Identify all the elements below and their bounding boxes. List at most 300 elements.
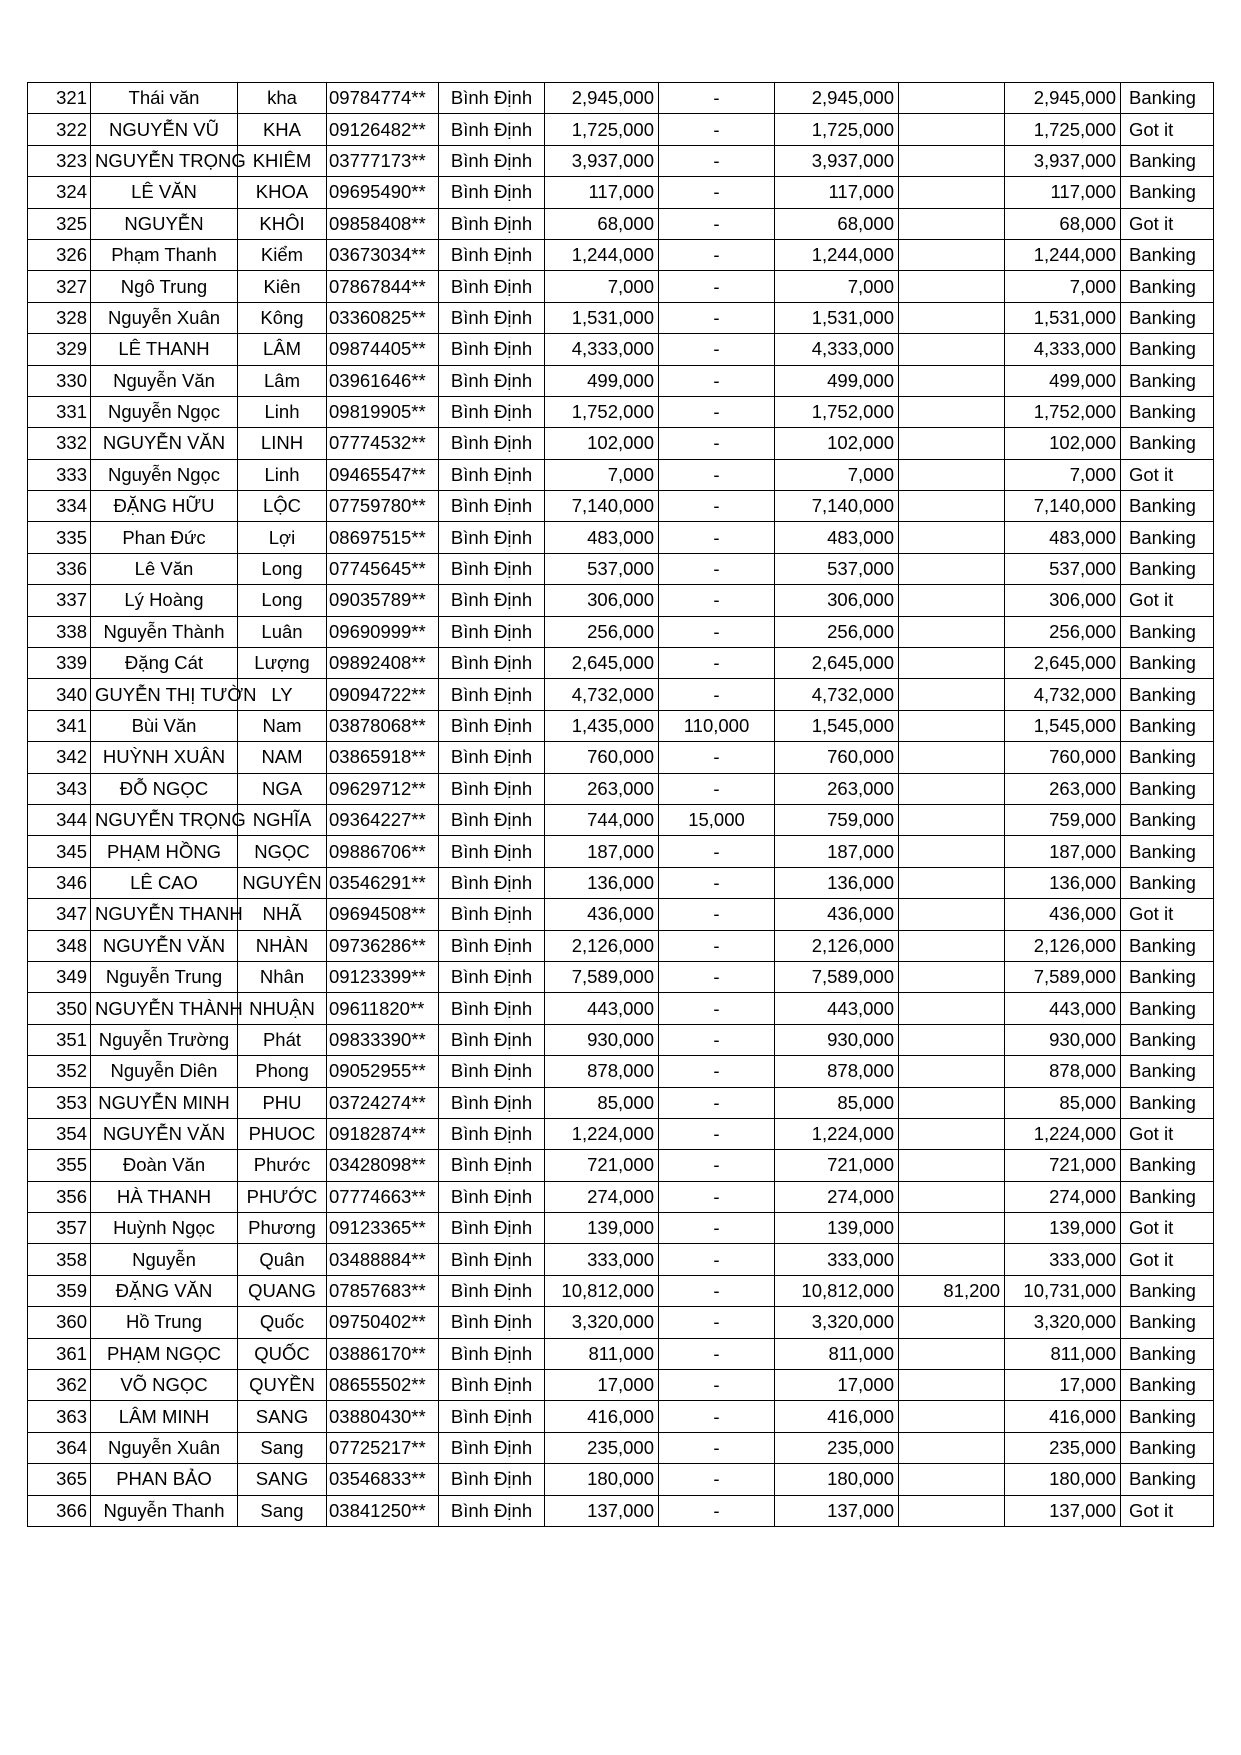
total-amount-cell: 930,000: [775, 1024, 899, 1055]
net-amount-cell: 443,000: [1005, 993, 1121, 1024]
payment-method-cell: Banking: [1121, 334, 1214, 365]
payment-method-cell: Banking: [1121, 365, 1214, 396]
row-number-cell: 364: [28, 1432, 91, 1463]
phone-number-cell: 07774532**: [327, 428, 439, 459]
total-amount-cell: 4,732,000: [775, 679, 899, 710]
total-amount-cell: 137,000: [775, 1495, 899, 1526]
row-number-cell: 344: [28, 804, 91, 835]
last-middle-name-cell: NGUYỄN TRỌNG: [91, 145, 238, 176]
province-cell: Bình Định: [439, 1275, 545, 1306]
province-cell: Bình Định: [439, 1087, 545, 1118]
payment-method-cell: Banking: [1121, 1307, 1214, 1338]
last-middle-name-cell: Nguyễn Trung: [91, 961, 238, 992]
row-number-cell: 360: [28, 1307, 91, 1338]
net-amount-cell: 3,320,000: [1005, 1307, 1121, 1338]
province-cell: Bình Định: [439, 742, 545, 773]
deduction-cell: [899, 1213, 1005, 1244]
net-amount-cell: 117,000: [1005, 177, 1121, 208]
table-row: [28, 522, 1214, 553]
first-name-cell: Phước: [238, 1150, 327, 1181]
deduction-cell: [899, 742, 1005, 773]
payment-method-cell: Banking: [1121, 396, 1214, 427]
province-cell: Bình Định: [439, 1432, 545, 1463]
deduction-cell: [899, 616, 1005, 647]
amount-cell: 7,589,000: [545, 961, 659, 992]
table-row: [28, 1024, 1214, 1055]
first-name-cell: KHOA: [238, 177, 327, 208]
total-amount-cell: 333,000: [775, 1244, 899, 1275]
row-number-cell: 325: [28, 208, 91, 239]
province-cell: Bình Định: [439, 1150, 545, 1181]
first-name-cell: PHU: [238, 1087, 327, 1118]
first-name-cell: NGHĨA: [238, 804, 327, 835]
additional-amount-cell: -: [659, 334, 775, 365]
total-amount-cell: 759,000: [775, 804, 899, 835]
net-amount-cell: 4,732,000: [1005, 679, 1121, 710]
first-name-cell: QUYỀN: [238, 1370, 327, 1401]
phone-number-cell: 09833390**: [327, 1024, 439, 1055]
additional-amount-cell: -: [659, 1087, 775, 1118]
amount-cell: 306,000: [545, 585, 659, 616]
first-name-cell: NGỌC: [238, 836, 327, 867]
net-amount-cell: 759,000: [1005, 804, 1121, 835]
first-name-cell: QUANG: [238, 1275, 327, 1306]
phone-number-cell: 03886170**: [327, 1338, 439, 1369]
first-name-cell: Luân: [238, 616, 327, 647]
first-name-cell: Long: [238, 585, 327, 616]
deduction-cell: [899, 585, 1005, 616]
total-amount-cell: 483,000: [775, 522, 899, 553]
phone-number-cell: 08697515**: [327, 522, 439, 553]
total-amount-cell: 1,244,000: [775, 239, 899, 270]
deduction-cell: [899, 773, 1005, 804]
table-row: [28, 585, 1214, 616]
payment-method-cell: Banking: [1121, 145, 1214, 176]
first-name-cell: NGA: [238, 773, 327, 804]
province-cell: Bình Định: [439, 334, 545, 365]
last-middle-name-cell: Huỳnh Ngọc: [91, 1213, 238, 1244]
additional-amount-cell: -: [659, 365, 775, 396]
payment-method-cell: Banking: [1121, 616, 1214, 647]
net-amount-cell: 436,000: [1005, 899, 1121, 930]
table-row: [28, 1213, 1214, 1244]
additional-amount-cell: -: [659, 1275, 775, 1306]
row-number-cell: 340: [28, 679, 91, 710]
province-cell: Bình Định: [439, 1056, 545, 1087]
amount-cell: 1,531,000: [545, 302, 659, 333]
row-number-cell: 355: [28, 1150, 91, 1181]
deduction-cell: [899, 804, 1005, 835]
deduction-cell: [899, 899, 1005, 930]
payment-method-cell: Got it: [1121, 114, 1214, 145]
first-name-cell: Sang: [238, 1495, 327, 1526]
deduction-cell: [899, 679, 1005, 710]
net-amount-cell: 7,000: [1005, 271, 1121, 302]
net-amount-cell: 537,000: [1005, 553, 1121, 584]
first-name-cell: Lượng: [238, 648, 327, 679]
net-amount-cell: 3,937,000: [1005, 145, 1121, 176]
additional-amount-cell: -: [659, 993, 775, 1024]
row-number-cell: 339: [28, 648, 91, 679]
net-amount-cell: 721,000: [1005, 1150, 1121, 1181]
last-middle-name-cell: Nguyễn Văn: [91, 365, 238, 396]
additional-amount-cell: 110,000: [659, 710, 775, 741]
last-middle-name-cell: NGUYỄN VĂN: [91, 428, 238, 459]
first-name-cell: Nhân: [238, 961, 327, 992]
additional-amount-cell: -: [659, 1024, 775, 1055]
last-middle-name-cell: NGUYỄN THÀNH: [91, 993, 238, 1024]
first-name-cell: Long: [238, 553, 327, 584]
table-row: [28, 1338, 1214, 1369]
amount-cell: 2,945,000: [545, 83, 659, 114]
amount-cell: 7,000: [545, 459, 659, 490]
payment-method-cell: Banking: [1121, 491, 1214, 522]
last-middle-name-cell: NGUYỄN TRỌNG: [91, 804, 238, 835]
total-amount-cell: 878,000: [775, 1056, 899, 1087]
deduction-cell: [899, 836, 1005, 867]
first-name-cell: Sang: [238, 1432, 327, 1463]
province-cell: Bình Định: [439, 993, 545, 1024]
payment-method-cell: Banking: [1121, 1432, 1214, 1463]
first-name-cell: NHUẬN: [238, 993, 327, 1024]
province-cell: Bình Định: [439, 553, 545, 584]
row-number-cell: 353: [28, 1087, 91, 1118]
payout-table: [27, 82, 1214, 1527]
amount-cell: 7,140,000: [545, 491, 659, 522]
province-cell: Bình Định: [439, 836, 545, 867]
province-cell: Bình Định: [439, 1464, 545, 1495]
net-amount-cell: 306,000: [1005, 585, 1121, 616]
payment-method-cell: Banking: [1121, 804, 1214, 835]
last-middle-name-cell: NGUYỄN VŨ: [91, 114, 238, 145]
amount-cell: 4,333,000: [545, 334, 659, 365]
row-number-cell: 356: [28, 1181, 91, 1212]
province-cell: Bình Định: [439, 396, 545, 427]
additional-amount-cell: -: [659, 1150, 775, 1181]
table-row: [28, 648, 1214, 679]
amount-cell: 68,000: [545, 208, 659, 239]
net-amount-cell: 102,000: [1005, 428, 1121, 459]
province-cell: Bình Định: [439, 459, 545, 490]
total-amount-cell: 235,000: [775, 1432, 899, 1463]
phone-number-cell: 09695490**: [327, 177, 439, 208]
payment-method-cell: Banking: [1121, 679, 1214, 710]
phone-number-cell: 09629712**: [327, 773, 439, 804]
first-name-cell: KHÔI: [238, 208, 327, 239]
phone-number-cell: 09611820**: [327, 993, 439, 1024]
deduction-cell: [899, 302, 1005, 333]
first-name-cell: Phát: [238, 1024, 327, 1055]
table-row: [28, 804, 1214, 835]
deduction-cell: [899, 1150, 1005, 1181]
province-cell: Bình Định: [439, 899, 545, 930]
last-middle-name-cell: Nguyễn Xuân: [91, 302, 238, 333]
province-cell: Bình Định: [439, 585, 545, 616]
row-number-cell: 326: [28, 239, 91, 270]
table-row: [28, 428, 1214, 459]
last-middle-name-cell: Nguyễn Ngọc: [91, 396, 238, 427]
first-name-cell: LỘC: [238, 491, 327, 522]
additional-amount-cell: -: [659, 616, 775, 647]
amount-cell: 1,752,000: [545, 396, 659, 427]
first-name-cell: Phương: [238, 1213, 327, 1244]
net-amount-cell: 483,000: [1005, 522, 1121, 553]
additional-amount-cell: -: [659, 491, 775, 522]
province-cell: Bình Định: [439, 271, 545, 302]
table-row: [28, 491, 1214, 522]
total-amount-cell: 187,000: [775, 836, 899, 867]
phone-number-cell: 03841250**: [327, 1495, 439, 1526]
deduction-cell: [899, 1056, 1005, 1087]
amount-cell: 878,000: [545, 1056, 659, 1087]
first-name-cell: kha: [238, 83, 327, 114]
net-amount-cell: 139,000: [1005, 1213, 1121, 1244]
amount-cell: 1,244,000: [545, 239, 659, 270]
first-name-cell: LÂM: [238, 334, 327, 365]
row-number-cell: 345: [28, 836, 91, 867]
row-number-cell: 332: [28, 428, 91, 459]
phone-number-cell: 08655502**: [327, 1370, 439, 1401]
additional-amount-cell: -: [659, 836, 775, 867]
deduction-cell: [899, 271, 1005, 302]
first-name-cell: PHUOC: [238, 1118, 327, 1149]
last-middle-name-cell: LÊ CAO: [91, 867, 238, 898]
payment-method-cell: Banking: [1121, 1338, 1214, 1369]
table-row: [28, 899, 1214, 930]
table-row: [28, 1464, 1214, 1495]
phone-number-cell: 09736286**: [327, 930, 439, 961]
first-name-cell: Lợi: [238, 522, 327, 553]
table-row: [28, 334, 1214, 365]
total-amount-cell: 10,812,000: [775, 1275, 899, 1306]
phone-number-cell: 07774663**: [327, 1181, 439, 1212]
total-amount-cell: 436,000: [775, 899, 899, 930]
payment-method-cell: Banking: [1121, 522, 1214, 553]
province-cell: Bình Định: [439, 208, 545, 239]
province-cell: Bình Định: [439, 1118, 545, 1149]
additional-amount-cell: -: [659, 83, 775, 114]
first-name-cell: LINH: [238, 428, 327, 459]
amount-cell: 483,000: [545, 522, 659, 553]
payment-method-cell: Banking: [1121, 302, 1214, 333]
province-cell: Bình Định: [439, 804, 545, 835]
first-name-cell: Quốc: [238, 1307, 327, 1338]
amount-cell: 744,000: [545, 804, 659, 835]
row-number-cell: 336: [28, 553, 91, 584]
additional-amount-cell: -: [659, 114, 775, 145]
last-middle-name-cell: ĐẶNG VĂN: [91, 1275, 238, 1306]
deduction-cell: [899, 1024, 1005, 1055]
additional-amount-cell: -: [659, 271, 775, 302]
amount-cell: 187,000: [545, 836, 659, 867]
last-middle-name-cell: Lê Văn: [91, 553, 238, 584]
table-row: [28, 1495, 1214, 1526]
first-name-cell: Nam: [238, 710, 327, 741]
total-amount-cell: 7,000: [775, 271, 899, 302]
payment-method-cell: Got it: [1121, 1118, 1214, 1149]
province-cell: Bình Định: [439, 1338, 545, 1369]
additional-amount-cell: -: [659, 1370, 775, 1401]
last-middle-name-cell: LÂM MINH: [91, 1401, 238, 1432]
deduction-cell: [899, 993, 1005, 1024]
amount-cell: 499,000: [545, 365, 659, 396]
deduction-cell: [899, 1338, 1005, 1369]
last-middle-name-cell: NGUYỄN VĂN: [91, 1118, 238, 1149]
deduction-cell: [899, 1244, 1005, 1275]
table-row: [28, 553, 1214, 584]
total-amount-cell: 17,000: [775, 1370, 899, 1401]
payment-method-cell: Banking: [1121, 239, 1214, 270]
phone-number-cell: 09126482**: [327, 114, 439, 145]
last-middle-name-cell: VÕ NGỌC: [91, 1370, 238, 1401]
phone-number-cell: 07867844**: [327, 271, 439, 302]
additional-amount-cell: -: [659, 396, 775, 427]
table-row: [28, 1370, 1214, 1401]
payment-method-cell: Got it: [1121, 1495, 1214, 1526]
additional-amount-cell: -: [659, 1432, 775, 1463]
net-amount-cell: 1,752,000: [1005, 396, 1121, 427]
payment-method-cell: Banking: [1121, 1181, 1214, 1212]
province-cell: Bình Định: [439, 616, 545, 647]
deduction-cell: [899, 428, 1005, 459]
amount-cell: 930,000: [545, 1024, 659, 1055]
amount-cell: 17,000: [545, 1370, 659, 1401]
row-number-cell: 362: [28, 1370, 91, 1401]
first-name-cell: NAM: [238, 742, 327, 773]
total-amount-cell: 443,000: [775, 993, 899, 1024]
first-name-cell: NGUYÊN: [238, 867, 327, 898]
additional-amount-cell: -: [659, 961, 775, 992]
total-amount-cell: 2,945,000: [775, 83, 899, 114]
phone-number-cell: 03865918**: [327, 742, 439, 773]
phone-number-cell: 09465547**: [327, 459, 439, 490]
table-row: [28, 867, 1214, 898]
net-amount-cell: 235,000: [1005, 1432, 1121, 1463]
total-amount-cell: 263,000: [775, 773, 899, 804]
table-row: [28, 773, 1214, 804]
first-name-cell: NHÃ: [238, 899, 327, 930]
deduction-cell: [899, 1370, 1005, 1401]
payment-method-cell: Banking: [1121, 867, 1214, 898]
amount-cell: 1,435,000: [545, 710, 659, 741]
payment-method-cell: Banking: [1121, 1087, 1214, 1118]
total-amount-cell: 3,937,000: [775, 145, 899, 176]
additional-amount-cell: -: [659, 522, 775, 553]
province-cell: Bình Định: [439, 1213, 545, 1244]
province-cell: Bình Định: [439, 83, 545, 114]
net-amount-cell: 811,000: [1005, 1338, 1121, 1369]
first-name-cell: PHƯỚC: [238, 1181, 327, 1212]
row-number-cell: 334: [28, 491, 91, 522]
row-number-cell: 333: [28, 459, 91, 490]
first-name-cell: Phong: [238, 1056, 327, 1087]
net-amount-cell: 1,545,000: [1005, 710, 1121, 741]
row-number-cell: 329: [28, 334, 91, 365]
province-cell: Bình Định: [439, 1495, 545, 1526]
total-amount-cell: 2,645,000: [775, 648, 899, 679]
net-amount-cell: 760,000: [1005, 742, 1121, 773]
province-cell: Bình Định: [439, 302, 545, 333]
amount-cell: 3,937,000: [545, 145, 659, 176]
total-amount-cell: 537,000: [775, 553, 899, 584]
total-amount-cell: 68,000: [775, 208, 899, 239]
row-number-cell: 351: [28, 1024, 91, 1055]
total-amount-cell: 499,000: [775, 365, 899, 396]
net-amount-cell: 333,000: [1005, 1244, 1121, 1275]
additional-amount-cell: -: [659, 1056, 775, 1087]
row-number-cell: 331: [28, 396, 91, 427]
phone-number-cell: 03673034**: [327, 239, 439, 270]
deduction-cell: [899, 1087, 1005, 1118]
net-amount-cell: 930,000: [1005, 1024, 1121, 1055]
net-amount-cell: 2,945,000: [1005, 83, 1121, 114]
net-amount-cell: 137,000: [1005, 1495, 1121, 1526]
province-cell: Bình Định: [439, 648, 545, 679]
province-cell: Bình Định: [439, 365, 545, 396]
total-amount-cell: 1,545,000: [775, 710, 899, 741]
net-amount-cell: 416,000: [1005, 1401, 1121, 1432]
first-name-cell: NHÀN: [238, 930, 327, 961]
payment-method-cell: Banking: [1121, 177, 1214, 208]
additional-amount-cell: -: [659, 742, 775, 773]
additional-amount-cell: -: [659, 208, 775, 239]
province-cell: Bình Định: [439, 114, 545, 145]
deduction-cell: [899, 365, 1005, 396]
row-number-cell: 361: [28, 1338, 91, 1369]
net-amount-cell: 136,000: [1005, 867, 1121, 898]
additional-amount-cell: 15,000: [659, 804, 775, 835]
payment-method-cell: Banking: [1121, 1401, 1214, 1432]
row-number-cell: 328: [28, 302, 91, 333]
payment-method-cell: Banking: [1121, 428, 1214, 459]
total-amount-cell: 139,000: [775, 1213, 899, 1244]
payment-method-cell: Banking: [1121, 1275, 1214, 1306]
table-row: [28, 83, 1214, 114]
payment-method-cell: Banking: [1121, 1056, 1214, 1087]
last-middle-name-cell: Ngô Trung: [91, 271, 238, 302]
last-middle-name-cell: ĐẶNG HỮU: [91, 491, 238, 522]
first-name-cell: Linh: [238, 459, 327, 490]
amount-cell: 2,645,000: [545, 648, 659, 679]
phone-number-cell: 03488884**: [327, 1244, 439, 1275]
last-middle-name-cell: NGUYỄN VĂN: [91, 930, 238, 961]
last-middle-name-cell: Nguyễn Thanh: [91, 1495, 238, 1526]
row-number-cell: 349: [28, 961, 91, 992]
phone-number-cell: 03880430**: [327, 1401, 439, 1432]
deduction-cell: [899, 710, 1005, 741]
row-number-cell: 321: [28, 83, 91, 114]
net-amount-cell: 1,531,000: [1005, 302, 1121, 333]
additional-amount-cell: -: [659, 145, 775, 176]
last-middle-name-cell: HÀ THANH: [91, 1181, 238, 1212]
net-amount-cell: 180,000: [1005, 1464, 1121, 1495]
table-row: [28, 177, 1214, 208]
row-number-cell: 330: [28, 365, 91, 396]
deduction-cell: [899, 1432, 1005, 1463]
phone-number-cell: 09052955**: [327, 1056, 439, 1087]
payment-method-cell: Banking: [1121, 1150, 1214, 1181]
payment-method-cell: Banking: [1121, 83, 1214, 114]
total-amount-cell: 416,000: [775, 1401, 899, 1432]
table-row: [28, 239, 1214, 270]
net-amount-cell: 2,126,000: [1005, 930, 1121, 961]
amount-cell: 139,000: [545, 1213, 659, 1244]
phone-number-cell: 09182874**: [327, 1118, 439, 1149]
phone-number-cell: 09892408**: [327, 648, 439, 679]
row-number-cell: 359: [28, 1275, 91, 1306]
additional-amount-cell: -: [659, 1338, 775, 1369]
deduction-cell: [899, 1464, 1005, 1495]
